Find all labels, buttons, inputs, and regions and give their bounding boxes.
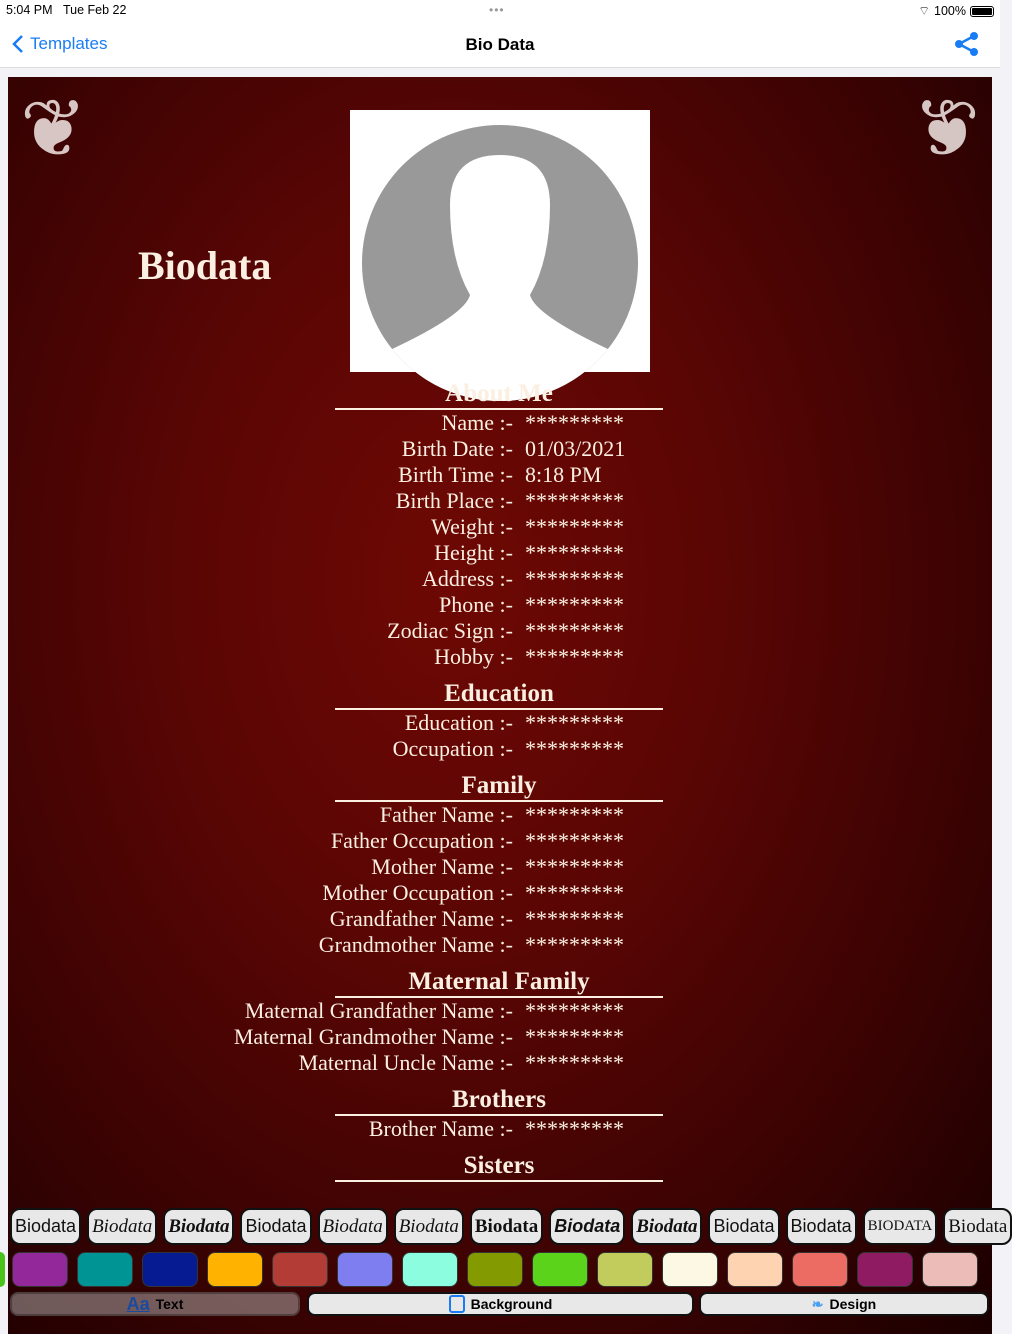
nav-bar bbox=[0, 22, 1000, 68]
field-row[interactable] bbox=[8, 410, 992, 436]
color-swatch[interactable] bbox=[467, 1252, 523, 1287]
field-label: Maternal Uncle Name :- bbox=[298, 1050, 513, 1075]
font-option[interactable]: Biodata bbox=[240, 1208, 311, 1245]
section-heading: Sisters bbox=[335, 1152, 663, 1182]
document-title: Biodata bbox=[138, 243, 272, 288]
field-value: ********* bbox=[525, 1024, 624, 1049]
field-label: Mother Occupation :- bbox=[322, 880, 513, 905]
multitask-dots[interactable]: ••• bbox=[489, 3, 505, 17]
editor-tabs bbox=[10, 1292, 990, 1316]
field-label: Occupation :- bbox=[392, 736, 513, 761]
font-option[interactable]: Biodata bbox=[549, 1208, 625, 1245]
color-swatch[interactable] bbox=[77, 1252, 133, 1287]
field-row[interactable] bbox=[8, 1050, 992, 1076]
color-swatch[interactable] bbox=[662, 1252, 718, 1287]
field-value: ********* bbox=[525, 880, 624, 905]
font-option[interactable]: Biodata bbox=[470, 1208, 543, 1245]
tab-design[interactable]: ❧ Design bbox=[699, 1292, 989, 1316]
field-value: ********* bbox=[525, 410, 624, 435]
biodata-document bbox=[8, 77, 992, 1334]
avatar-silhouette-icon bbox=[350, 110, 650, 372]
field-row[interactable] bbox=[8, 488, 992, 514]
field-label: Brother Name :- bbox=[368, 1116, 513, 1141]
field-label: Grandmother Name :- bbox=[318, 932, 513, 957]
color-swatch[interactable] bbox=[12, 1252, 68, 1287]
section-heading: Brothers bbox=[335, 1086, 663, 1116]
field-row[interactable] bbox=[8, 592, 992, 618]
color-swatch[interactable] bbox=[402, 1252, 458, 1287]
field-row[interactable] bbox=[8, 514, 992, 540]
status-time: 5:04 PM Tue Feb 22 bbox=[6, 3, 127, 17]
battery-icon bbox=[970, 6, 994, 17]
field-row[interactable] bbox=[8, 828, 992, 854]
field-value: ********* bbox=[525, 906, 624, 931]
field-label: Birth Place :- bbox=[395, 488, 513, 513]
field-label: Father Name :- bbox=[379, 802, 513, 827]
color-swatch[interactable] bbox=[142, 1252, 198, 1287]
wifi-icon: ⌔ bbox=[918, 4, 931, 18]
field-row[interactable] bbox=[8, 854, 992, 880]
tab-text[interactable]: Aa Text bbox=[10, 1292, 300, 1316]
field-label: Maternal Grandfather Name :- bbox=[244, 998, 513, 1023]
field-value: ********* bbox=[525, 802, 624, 827]
field-row[interactable] bbox=[8, 644, 992, 670]
color-swatch[interactable] bbox=[207, 1252, 263, 1287]
tab-background[interactable]: Background bbox=[307, 1292, 694, 1316]
field-row[interactable] bbox=[8, 436, 992, 462]
color-swatch[interactable] bbox=[0, 1252, 5, 1287]
text-format-icon: Aa bbox=[126, 1293, 150, 1314]
font-option[interactable]: Biodata bbox=[943, 1208, 1012, 1245]
color-swatch[interactable] bbox=[792, 1252, 848, 1287]
color-swatch[interactable] bbox=[272, 1252, 328, 1287]
font-option[interactable]: Biodata bbox=[87, 1208, 157, 1245]
section-heading: Education bbox=[335, 680, 663, 710]
field-row[interactable] bbox=[8, 566, 992, 592]
field-label: Father Occupation :- bbox=[330, 828, 513, 853]
field-label: Zodiac Sign :- bbox=[387, 618, 513, 643]
battery-status: ⌔ 100% bbox=[918, 3, 994, 19]
font-option[interactable]: Biodata bbox=[394, 1208, 464, 1245]
field-label: Maternal Grandmother Name :- bbox=[233, 1024, 513, 1049]
field-row[interactable] bbox=[8, 1116, 992, 1142]
section-heading: Family bbox=[335, 772, 663, 802]
field-label: Birth Date :- bbox=[401, 436, 513, 461]
field-value: ********* bbox=[525, 854, 624, 879]
font-option[interactable]: BIODATA bbox=[863, 1208, 938, 1245]
field-value: ********* bbox=[525, 514, 624, 539]
color-swatch[interactable] bbox=[922, 1252, 978, 1287]
field-label: Education :- bbox=[404, 710, 513, 735]
color-swatch[interactable] bbox=[857, 1252, 913, 1287]
profile-photo-placeholder[interactable] bbox=[350, 110, 650, 372]
background-icon bbox=[449, 1295, 465, 1313]
back-button[interactable]: Templates bbox=[12, 34, 107, 54]
section-heading: About Me bbox=[335, 380, 663, 410]
page-title: Bio Data bbox=[465, 35, 535, 54]
field-value: ********* bbox=[525, 644, 624, 669]
font-option[interactable]: Biodata bbox=[10, 1208, 81, 1245]
field-row[interactable] bbox=[8, 618, 992, 644]
field-label: Weight :- bbox=[431, 514, 513, 539]
field-row[interactable] bbox=[8, 932, 992, 958]
field-value: ********* bbox=[525, 592, 624, 617]
field-label: Mother Name :- bbox=[371, 854, 513, 879]
color-swatch[interactable] bbox=[597, 1252, 653, 1287]
field-value: ********* bbox=[525, 710, 624, 735]
field-row[interactable] bbox=[8, 736, 992, 762]
field-row[interactable] bbox=[8, 802, 992, 828]
field-value: ********* bbox=[525, 1050, 624, 1075]
field-label: Name :- bbox=[441, 410, 513, 435]
font-option[interactable]: Biodata bbox=[786, 1208, 857, 1245]
field-row[interactable] bbox=[8, 906, 992, 932]
share-icon[interactable] bbox=[954, 31, 980, 57]
section-heading: Maternal Family bbox=[335, 968, 663, 998]
corner-ornament-icon: ❦ bbox=[20, 84, 88, 173]
corner-ornament-icon: ❦ bbox=[912, 84, 980, 173]
field-row[interactable] bbox=[8, 710, 992, 736]
field-value: ********* bbox=[525, 736, 624, 761]
field-row[interactable] bbox=[8, 540, 992, 566]
editor-toolbar bbox=[0, 1204, 1008, 1334]
design-ornament-icon: ❧ bbox=[811, 1295, 824, 1312]
font-picker bbox=[10, 1208, 1012, 1245]
font-option[interactable]: Biodata bbox=[318, 1208, 388, 1245]
field-value: ********* bbox=[525, 566, 624, 591]
color-swatch[interactable] bbox=[532, 1252, 588, 1287]
field-value: ********* bbox=[525, 540, 624, 565]
field-label: Hobby :- bbox=[434, 644, 513, 669]
field-row[interactable] bbox=[8, 998, 992, 1024]
color-swatch[interactable] bbox=[727, 1252, 783, 1287]
field-row[interactable] bbox=[8, 1024, 992, 1050]
field-value: ********* bbox=[525, 998, 624, 1023]
field-label: Grandfather Name :- bbox=[329, 906, 513, 931]
field-label: Birth Time :- bbox=[398, 462, 513, 487]
field-label: Address :- bbox=[421, 566, 513, 591]
field-label: Phone :- bbox=[439, 592, 513, 617]
field-value: ********* bbox=[525, 932, 624, 957]
field-row[interactable] bbox=[8, 880, 992, 906]
field-label: Height :- bbox=[434, 540, 513, 565]
font-option[interactable]: Biodata bbox=[708, 1208, 779, 1245]
field-value: ********* bbox=[525, 618, 624, 643]
color-swatch[interactable] bbox=[337, 1252, 393, 1287]
status-bar bbox=[0, 0, 1000, 22]
field-value: 8:18 PM bbox=[525, 462, 602, 487]
field-row[interactable] bbox=[8, 462, 992, 488]
font-option[interactable]: Biodata bbox=[631, 1208, 702, 1245]
field-value: ********* bbox=[525, 488, 624, 513]
field-value: ********* bbox=[525, 828, 624, 853]
field-value: ********* bbox=[525, 1116, 624, 1141]
font-option[interactable]: Biodata bbox=[163, 1208, 234, 1245]
field-value: 01/03/2021 bbox=[525, 436, 626, 461]
color-picker bbox=[12, 1252, 978, 1287]
